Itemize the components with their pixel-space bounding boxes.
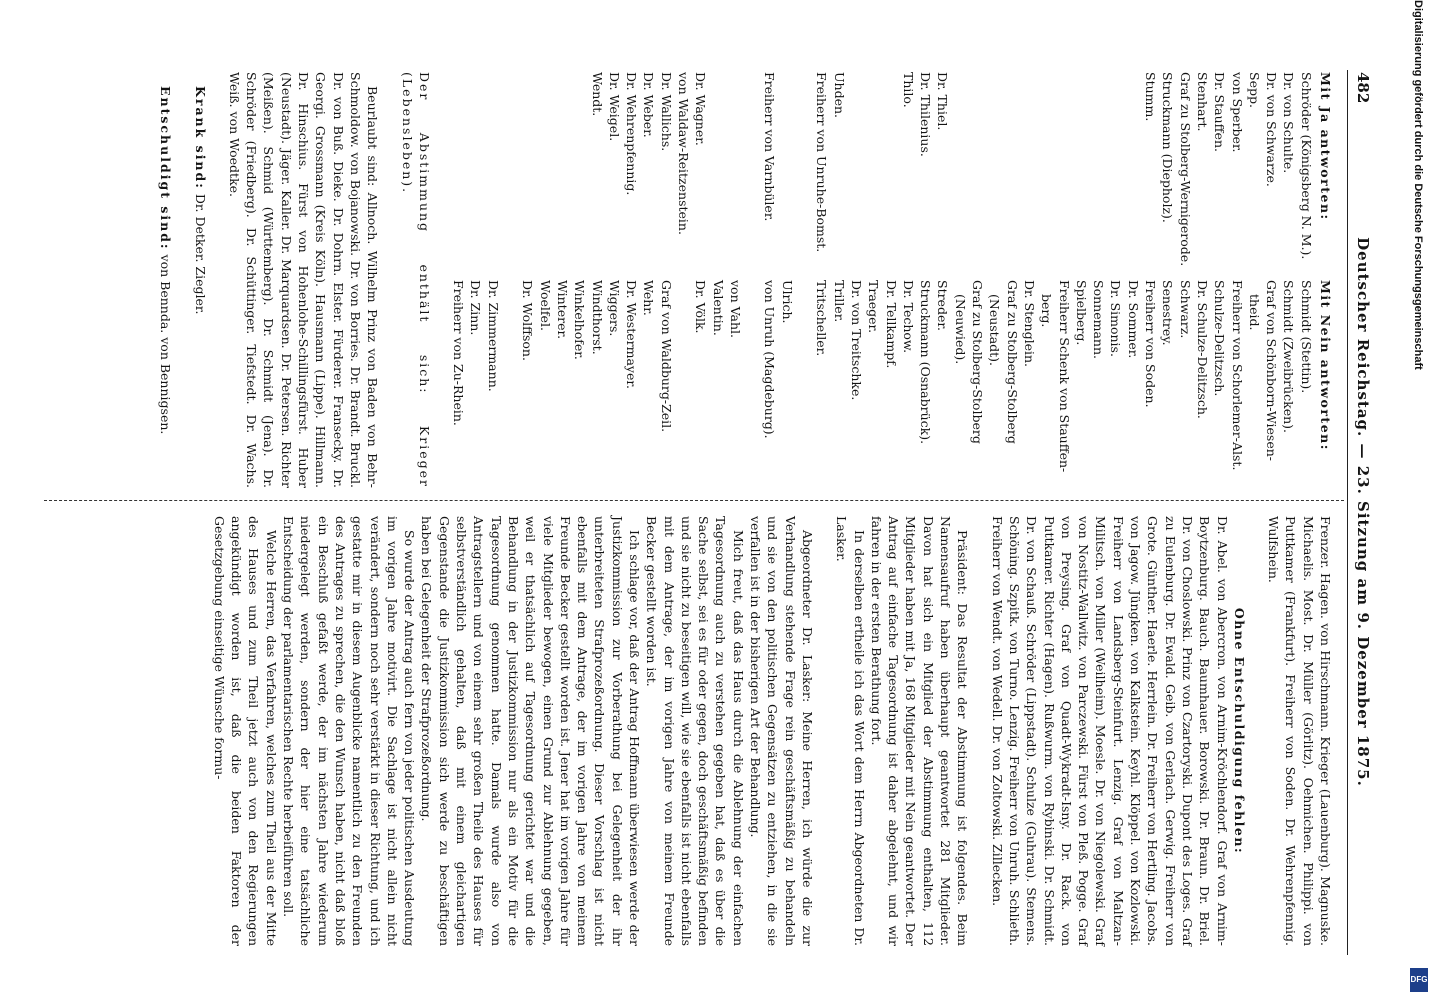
yes-vote-name: Stenhart. [1194,72,1210,132]
yes-vote-name [882,72,899,280]
no-vote-name: berg. [1039,294,1055,328]
digitization-note: Digitalisierung gefördert durch die Deutsche Forschungsgemeinschaft [1412,0,1424,370]
lasker-paragraph-5: Welche Herren, das Verfahren, welches zum Theil aus der Mitte des Hauses und zum Theil jetzt auch von den Regierungen angekündigt worden ist, daß die beiden Faktoren der Gesetzgebung einseitige Wünsche formu- [211,516,279,946]
no-vote-name: Dr. Völk. [693,280,709,334]
yes-name-list [450,72,1315,280]
yes-vote-name [744,72,761,280]
yes-vote-name [796,72,813,280]
yes-vote-name: Freiherr von Varnbüler. [762,72,778,222]
lasker-paragraph-3: Ich schlage vor, daß der Antrag Hoffmann überwiesen werde der Justizkommission zur Vorberathung bei Gelegenheit der ihr unterbreiteten Strafprozeßordnung. Dieser Vorschlag ist nicht ebenfalls mit dem Antrage, der im vorigen Jahre von meinem Freunde Becker gestellt worden ist. Jener hat im vorigen Jahre für viele Mitglieder bewogen, einen Grund zur Ablehnung gegeben, weil er thatsächlich auf Tagesordnung gerichtet war und die Behandlung in der Justizkommission nur als ein Motiv für die Tagesordnung genommen hatte. Damals wurde also von Antragstellern und von einem sehr großen Theile des Hauses für selbstverständlich gehalten, daß mit einem gleichartigen Gegenstande die Justizkommission sich werde zu beschäftigen haben bei Gelegenheit der Strafprozeßordnung. [419,516,643,946]
yes-vote-name: Thilo. [900,72,916,108]
no-vote-name: Dr. Wolffson. [520,280,536,361]
no-vote-name: Triller. [831,280,847,323]
yes-vote-name [727,72,744,280]
no-vote-name: Senestrey. [1160,280,1176,346]
yes-vote-name [1073,72,1090,280]
no-vote-name: Spielberg. [1073,280,1089,346]
excused-line [157,72,174,488]
dfg-logo: DFG [1410,968,1428,992]
no-vote-name: Dr. Simonis. [1108,280,1124,357]
absent-heading: Ohne Entschuldigung fehlen: [1231,607,1247,855]
no-vote-name: Schmidt (Zweibrücken). [1281,280,1297,434]
abstain-statement: Der Abstimmung enthält sich: Krieger (Lebensleben). [399,72,432,488]
no-vote-name: Freiherr von Soden. [1143,280,1159,408]
digitization-sidebar [1406,0,1432,1000]
no-vote-name: Dr. Westermayer. [624,280,640,389]
no-vote-name: (Neustadt). [987,294,1003,367]
no-vote-name: Dr. Schulze-Delitzsch. [1194,280,1210,419]
no-vote-name: Freiherr von Zu-Rhein. [451,280,467,426]
absent-names: Dr. Abel. von Abercron. von Arnim-Kröchlendorf. Graf von Arnim-Boytzenburg. Bauch. Baumhauer. Borowski. Dr. Braun. Dr. Briel. Dr. von Choslowski. Prinz von Czartoryski. Dupont des Loges. Graf zu Eulenburg. Dr. Ewald. Geib. von Gerlach. Gerwig. Freiherr von Grote. Günther. Haerle. Herrlein. Dr. Freiherr von Hertling. Jacobs. von Jagow. Jüngken. von Kalkstein. Keyhl. Klöppel. von Kozlowski. Freiherr von Landsberg-Steinfurt. Lenzig. Graf von Maltzan-Militsch. von Miller (Weilheim). Moesle. Dr. von Niegolewski. Graf von Nostitz-Wallwitz. von Parczewski. Fürst von Pleß. Pogge. Graf von Preysing. Graf von Quadt-Wykradt-Isny. Dr. Rack. von Puttkamer. Richter (Hagen). Rußwurm. von Rybinski. Dr. Schmidt. Dr. von Schauß. Schröder (Lippstadt). Schulze (Guhrau). Stemens. Schöning. Szpitk. von Turno. Lenzig. Freiherr von Unruh. Schlieth. Freiherr von Wendt. von Wedell. Dr. von Zoltowski. Zillecken. [989,516,1230,946]
yes-vote-name: Struckmann (Diepholz). [1160,72,1176,223]
yes-vote-name: Uhden. [831,72,847,119]
no-vote-name: Graf von Schönborn-Wiesen- [1264,280,1280,462]
page-number: 482 [1354,72,1372,104]
vote-name-lists [450,72,1315,488]
yes-vote-name: Sepp. [1246,72,1262,108]
header-rule [1347,70,1348,955]
yes-vote-name [1055,72,1072,280]
yes-vote-name: von Waldaw-Reitzenstein. [676,72,692,235]
yes-vote-name: Dr. von Schwarze. [1264,72,1280,187]
no-vote-name: Tritscheller. [814,280,830,357]
yes-vote-name: Stumm. [1143,72,1159,122]
right-column [211,516,1334,946]
yes-vote-name [1021,72,1038,280]
no-vote-name: Dr. Zimmermann. [485,280,501,392]
no-vote-name: (Neuwied). [952,294,968,365]
sick-label: Krank sind: [192,86,208,190]
no-vote-name: Streder. [935,280,951,331]
yes-vote-name [951,72,968,280]
no-heading: Mit Nein antworten: [1318,280,1333,451]
no-vote-name: Woelfel. [537,280,553,331]
no-vote-name: Schmidt (Stettin). [1298,280,1314,394]
sick-names: Dr. Detker. Ziegler. [192,193,208,315]
no-vote-name [675,280,692,488]
no-vote-name [502,280,519,488]
yes-vote-name [779,72,796,280]
yes-heading: Mit Ja antworten: [1318,72,1333,221]
no-vote-name: theid. [1246,294,1262,331]
no-vote-name: Dr. Sommer. [1125,280,1141,359]
president-paragraph: Präsident: Das Resultat der Abstimmung ist folgendes. Beim Namensaufruf haben überhaupt geantwortet 281 Mitglieder. Davon hat sich ein Mitglied der Abstimmung enthalten, 112 Mitglieder haben mit Ja, 168 Mitglieder mit Nein geantwortet. Der Antrag auf einfache Tagesordnung ist daher abgelehnt, und wir fahren in der ersten Berathung fort. [868,516,971,946]
no-vote-name: Graf von Waldburg-Zeil. [658,280,674,433]
yes-vote-name: Dr. von Schulte. [1281,72,1297,174]
sick-line [191,72,208,488]
no-vote-name [744,280,761,488]
lasker-paragraph-2: Mich freut, daß das Haus durch die Ablehnung der einfachen Tagesordnung auch zu verstehen gegeben hat, daß es über die Sache selbst, sei es für oder gegen, doch geschäftsmäßig befinden und sie nicht zu beseitigen will, wie sie ebenfalls ist nicht ebenfalls mit dem Antrage, der im vorigen Jahre von meinem Freunde Becker gestellt worden ist. [644,516,746,946]
yes-vote-name [1003,72,1020,280]
yes-vote-name: Dr. Wallichs. [658,72,674,152]
yes-vote-name: Graf zu Stolberg-Wernigerode. [1177,72,1193,267]
lasker-paragraph-4: So wurde der Antrag auch fern von jeder politischen Ausdeutung im vorigen Jahre motivirt. Die Sachlage ist nicht allein nicht verändert, sondern noch sehr verstärkt in dieser Richtung, und ich gestatte mir in diesem Augenblicke namentlich zu den Freunden des Antrages zu sprechen, die den Wunsch haben, nicht daß bloß ein Beschluß gefaßt werde, der im nächsten Jahre wiederum niedergelegt werden, sondern der hier eine tatsächliche Entscheidung der parlamentarischen Rechte herbeiführen soll. [281,516,418,946]
no-vote-name: Windthorst. [589,280,605,355]
no-vote-name: Freiherr Schenk von Stauffen- [1056,280,1072,473]
no-vote-name: Graf zu Stolberg-Stolberg [1004,280,1020,444]
left-column [157,72,1334,488]
yes-vote-name: Wendt. [589,72,605,117]
no-vote-name: Dr. Tellkampf. [883,280,899,369]
yes-vote-name: Dr. Weigel. [606,72,622,142]
president-gives-floor: In derselben ertheile ich das Wort dem Herrn Abgeordneten Dr. Lasker. [834,516,867,946]
yes-vote-name [1038,72,1055,280]
no-vote-name: Wehr. [641,280,657,316]
yes-vote-name [969,72,986,280]
yes-vote-name [865,72,882,280]
on-leave-list: Beurlaubt sind: Allnoch. Wilhelm Prinz von Baden von Behr-Schmoldow. von Bojanowski. Dr. von Borries. Dr. Brandt. Bruckl. Dr. von Buß. Dieke. Dr. Dohrn. Elster. Fürderer. Fransecky. Dr. Georgi. Grossmann (Kreis Köln). Hausmann (Lippe). Hillmann. Dr. Hinschius. Fürst von Hohenlohe-Schillingsfürst. Huber (Neustadt). Jäger. Kaller. Dr. Marquardsen. Dr. Petersen. Richter (Meißen). Schmid (Württemberg). Dr. Schmidt (Jena). Dr. Schröder (Friedberg). Dr. Schüttinger. Tiefstedt. Dr. Wachs. Weiß. von Woedtke. [226,72,381,488]
yes-vote-name: Dr. Wehrenpfennig. [624,72,640,196]
yes-vote-name [1090,72,1107,280]
no-vote-name: Traeger. [866,280,882,334]
no-vote-name: Graf zu Stolberg-Stolberg [970,280,986,444]
yes-vote-name: Dr. Weber. [641,72,657,138]
no-vote-name: Valentin. [710,280,726,336]
no-vote-name [796,280,813,488]
no-vote-name: Dr. Techow. [900,280,916,354]
no-vote-name: Dr. von Treitschke. [848,280,864,401]
yes-vote-name: Dr. Thiel. [935,72,951,131]
no-vote-name: Schwarz. [1177,280,1193,339]
yes-vote-name [1124,72,1141,280]
no-vote-name: Sonnemann. [1091,280,1107,359]
no-vote-name: Freiherr von Schorlemer-Alst. [1229,280,1245,471]
yes-vote-name: Dr. Stauffen. [1212,72,1228,152]
yes-vote-name: von Sperber. [1229,72,1245,153]
yes-vote-name: Schröder (Königsberg N. M.). [1298,72,1314,260]
no-vote-name: Ulrich. [779,280,795,324]
no-vote-name: Wiggers. [606,280,622,337]
no-vote-name: Dr. Stenglein. [1021,280,1037,368]
yes-vote-name: Dr. Thilenius. [918,72,934,157]
no-vote-name: Winkelhofer. [572,280,588,360]
no-vote-name: Struckmann (Osnabrück). [918,280,934,445]
running-title: Deutscher Reichstag. — 23. Sitzung am 9. Dezember 1875. [1354,237,1372,787]
yes-vote-name [986,72,1003,280]
no-vote-name: von Unruh (Magdeburg). [762,280,778,439]
no-name-list [450,280,1315,488]
vote-headings [1317,72,1334,488]
intro-names: Frenzer. Hagen. von Hirschmann. Krieger (Lauenburg). Magnuske. Michaelis. Most. Dr. Müller (Görlitz). Oehmichen. Philippi. von Puttkamer (Frankfurt). Freiherr von Soden. Dr. Wehrenpfennig. Wulfshein. [1266,516,1333,946]
no-vote-name: Schulze-Delitzsch. [1212,280,1228,397]
yes-vote-name: Dr. Wagner. [693,72,709,146]
yes-vote-name [709,72,726,280]
yes-vote-name [848,72,865,280]
no-vote-name: von Vahl. [727,280,743,338]
no-vote-name: Dr. Zinn. [468,280,484,336]
column-divider [44,500,1344,501]
no-vote-name: Winterer. [554,280,570,340]
excused-label: Entschuldigt sind: [158,86,174,251]
yes-vote-name: Freiherr von Unruhe-Bomst. [814,72,830,253]
excused-names: von Bennda. von Bennigsen. [158,254,174,435]
yes-vote-name [1107,72,1124,280]
page-header [1348,72,1378,952]
lasker-paragraph-1: Abgeordneter Dr. Lasker: Meine Herren, ich würde die zur Verhandlung stehende Frage rein geschäftsmäßig zu behandeln und sie von den politischen Gegensätzen zu entziehen, in die sie verfallen ist in der bisherigen Art der Behandlung. [748,516,815,946]
